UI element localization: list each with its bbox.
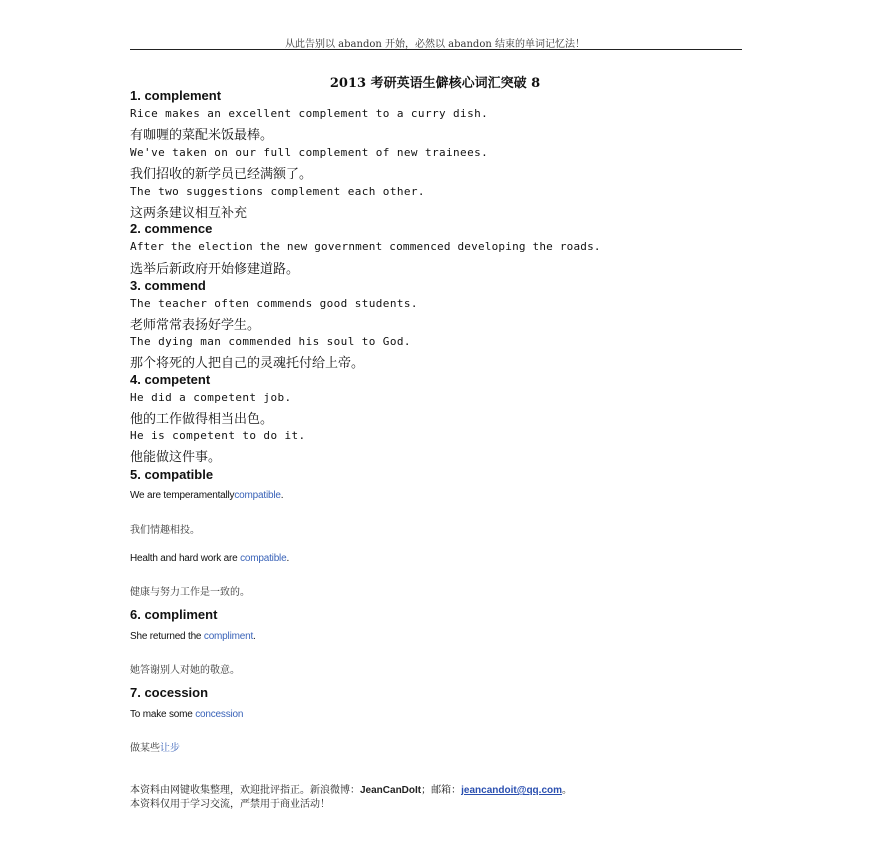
email-link[interactable]: jeancandoit@qq.com bbox=[461, 785, 562, 796]
example-sentence-zh: 这两条建议相互补充 bbox=[130, 206, 248, 221]
example-sentence-zh: 她答谢别人对她的敬意。 bbox=[130, 665, 240, 676]
footer-text: 。 bbox=[562, 785, 572, 796]
example-sentence-zh: 他能做这件事。 bbox=[130, 450, 222, 465]
example-sentence-en: The two suggestions complement each other. bbox=[130, 185, 425, 198]
entry-heading-commence: 2. commence bbox=[130, 221, 213, 236]
example-sentence-zh: 他的工作做得相当出色。 bbox=[130, 412, 274, 427]
document-title: 2013 考研英语生僻核心词汇突破 8 bbox=[329, 76, 541, 91]
example-sentence-en bbox=[130, 709, 243, 720]
sentence-punctuation: . bbox=[253, 631, 256, 642]
entry-heading-commend: 3. commend bbox=[130, 278, 206, 293]
example-sentence-en bbox=[130, 490, 283, 501]
example-sentence-zh: 选举后新政府开始修建道路。 bbox=[130, 262, 300, 277]
example-sentence-en: After the election the new government commenced developing the roads. bbox=[130, 240, 601, 253]
sentence-text: Health and hard work are bbox=[130, 553, 241, 564]
sentence-text: She returned the bbox=[130, 631, 204, 642]
example-sentence-en bbox=[130, 631, 256, 642]
footer-text: ；邮箱： bbox=[421, 785, 462, 796]
sentence-text: 做某些 bbox=[130, 743, 160, 754]
entry-heading-compliment: 6. compliment bbox=[130, 607, 218, 622]
entry-heading-complement: 1. complement bbox=[130, 88, 222, 103]
entry-heading-compatible: 5. compatible bbox=[130, 467, 214, 482]
sentence-text: To make some bbox=[130, 709, 196, 720]
example-sentence-en: The teacher often commends good students. bbox=[130, 297, 418, 310]
sentence-text: We are temperamentally bbox=[130, 490, 235, 501]
example-sentence-zh: 老师常常表扬好学生。 bbox=[130, 318, 261, 333]
highlighted-word: 让步 bbox=[160, 743, 180, 754]
example-sentence-en: We've taken on our full complement of new trainees. bbox=[130, 146, 489, 159]
header-divider bbox=[130, 49, 742, 50]
weibo-handle: JeanCanDoIt bbox=[360, 785, 422, 796]
entry-heading-cocession: 7. cocession bbox=[130, 685, 209, 700]
highlighted-word: compatible bbox=[240, 553, 287, 564]
highlighted-word: concession bbox=[195, 709, 244, 720]
example-sentence-zh: 我们招收的新学员已经满额了。 bbox=[130, 167, 313, 182]
footer-text: 本资料由网键收集整理，欢迎批评指正。新浪微博： bbox=[130, 785, 360, 796]
example-sentence-en: Rice makes an excellent complement to a curry dish. bbox=[130, 107, 489, 120]
example-sentence-zh: 有咖喱的菜配米饭最棒。 bbox=[130, 128, 274, 143]
example-sentence-zh: 健康与努力工作是一致的。 bbox=[130, 587, 250, 598]
example-sentence-en: He did a competent job. bbox=[130, 391, 292, 404]
example-sentence-en: The dying man commended his soul to God. bbox=[130, 335, 411, 348]
sentence-punctuation: . bbox=[280, 490, 284, 501]
example-sentence-en bbox=[130, 553, 289, 564]
example-sentence-zh: 我们情趣相投。 bbox=[130, 525, 200, 536]
footer-line-2: 本资料仅用于学习交流，严禁用于商业活动！ bbox=[130, 799, 330, 810]
footer-line-1 bbox=[130, 781, 572, 796]
example-sentence-zh: 那个将死的人把自己的灵魂托付给上帝。 bbox=[130, 356, 365, 371]
sentence-punctuation: . bbox=[286, 553, 290, 564]
page-header: 从此告别以 abandon 开始，必然以 abandon 结束的单词记忆法！ bbox=[285, 39, 585, 50]
example-sentence-zh bbox=[130, 739, 180, 754]
highlighted-word: compliment bbox=[203, 631, 254, 642]
example-sentence-en: He is competent to do it. bbox=[130, 429, 306, 442]
highlighted-word: compatible bbox=[234, 490, 281, 501]
entry-heading-competent: 4. competent bbox=[130, 372, 211, 387]
